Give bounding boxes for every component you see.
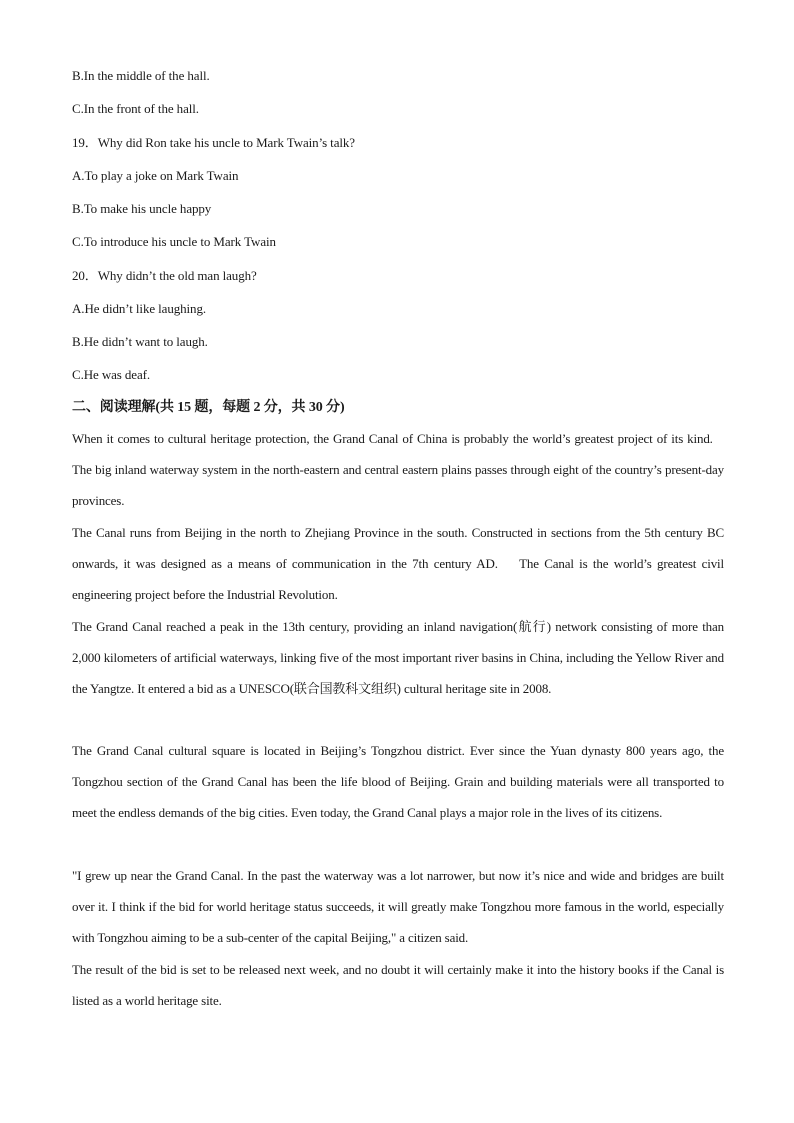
- passage-paragraph-4: The Grand Canal cultural square is located in Beijing’s Tongzhou district. Ever since the Yuan dynasty 800 years ago, the Tongzhou section of the Grand Canal has been the life blood of Beijing. Grain and building materials were all transported to meet the endless demands of the big cities. Even today, the Grand Canal plays a major role in the lives of its citizens.: [72, 743, 724, 820]
- passage-paragraph-1: When it comes to cultural heritage protection, the Grand Canal of China is probably the world’s greatest project of its kind. The big inland waterway system in the north-eastern and central eastern plains passes through eight of the country’s present-day provinces.: [72, 431, 724, 508]
- question-20: 20．Why didn’t the old man laugh?: [72, 268, 257, 283]
- option-18-b: B.In the middle of the hall.: [72, 68, 210, 83]
- section-heading: 二、阅读理解(共 15 题，每题 2 分，共 30 分): [72, 400, 345, 415]
- passage-paragraph-5: "I grew up near the Grand Canal. In the past the waterway was a lot narrower, but now it’s nice and wide and bridges are built over it. I think if the bid for world heritage status succeeds, it will greatly make Tongzhou more famous in the world, especially with Tongzhou aiming to be a sub-center of the capital Beijing," a citizen said.: [72, 868, 724, 945]
- option-18-c: C.In the front of the hall.: [72, 101, 199, 116]
- passage-paragraph-3: The Grand Canal reached a peak in the 13th century, providing an inland navigation(航行) network consisting of more than 2,000 kilometers of artificial waterways, linking five of the most important river basins in China, including the Yellow River and the Yangtze. It entered a bid as a UNESCO(联合国教科文组织) cultural heritage site in 2008.: [72, 619, 724, 696]
- passage-paragraph-2: The Canal runs from Beijing in the north to Zhejiang Province in the south. Constructed in sections from the 5th century BC onwards, it was designed as a means of communication in the 7th century AD. The Canal is the world’s greatest civil engineering project before the Industrial Revolution.: [72, 525, 724, 602]
- option-19-a: A.To play a joke on Mark Twain: [72, 168, 239, 183]
- passage-paragraph-6: The result of the bid is set to be released next week, and no doubt it will certainly make it into the history books if the Canal is listed as a world heritage site.: [72, 962, 724, 1008]
- option-20-a: A.He didn’t like laughing.: [72, 301, 207, 316]
- option-19-b: B.To make his uncle happy: [72, 201, 212, 216]
- option-20-b: B.He didn’t want to laugh.: [72, 334, 208, 349]
- option-20-c: C.He was deaf.: [72, 367, 151, 382]
- question-19: 19．Why did Ron take his uncle to Mark Twain’s talk?: [72, 135, 355, 150]
- option-19-c: C.To introduce his uncle to Mark Twain: [72, 234, 276, 249]
